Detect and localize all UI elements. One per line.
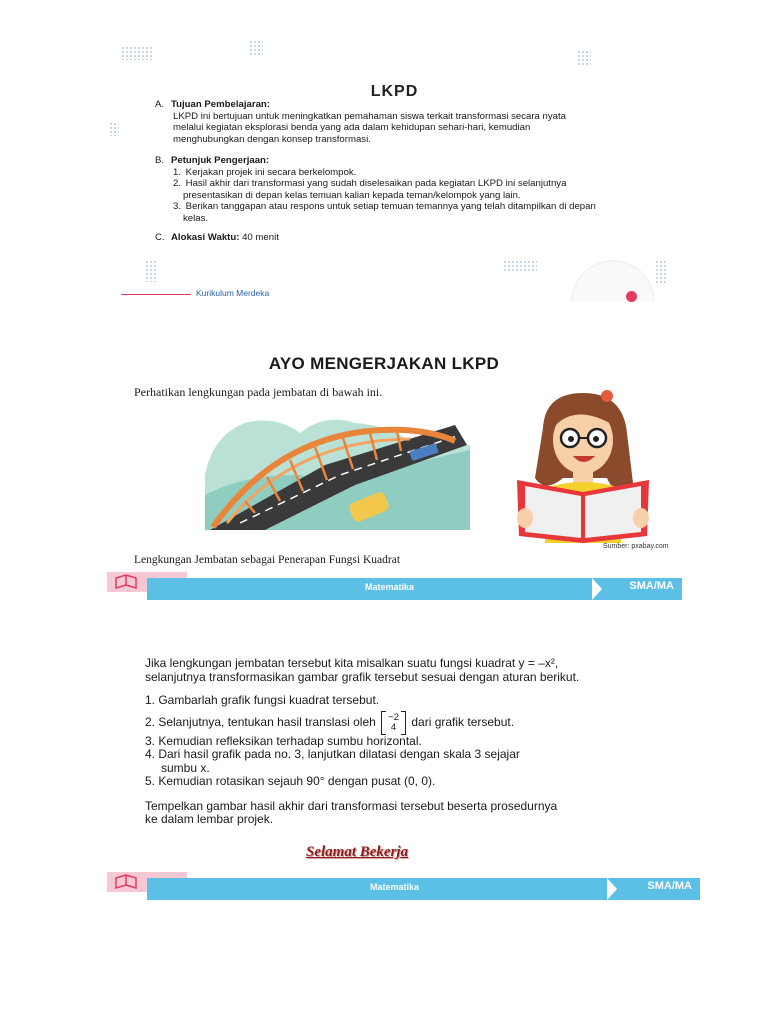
dot-pattern [655, 260, 667, 284]
section-heading: Petunjuk Pengerjaan: [171, 155, 270, 166]
section-letter: A. [155, 99, 165, 110]
page-footer [107, 572, 682, 600]
time-value: 40 menit [242, 232, 279, 243]
item-text: kelas. [183, 212, 209, 224]
footer-subject: Matematika [370, 882, 420, 892]
section-instructions [155, 155, 596, 224]
dot-pattern [503, 260, 537, 272]
dot-pattern [109, 122, 119, 136]
kurikulum-label: Kurikulum Merdeka [196, 288, 270, 298]
translation-matrix [381, 711, 406, 735]
footer-subject: Matematika [365, 582, 415, 592]
section-time [155, 232, 279, 244]
task-item: 4. Dari hasil grafik pada no. 3, lanjutkan dilatasi dengan skala 3 sejajar [145, 747, 520, 761]
bridge-illustration [205, 405, 470, 530]
section-line: melalui kegiatan eksplorasi benda yang ada dalam kehidupan sehari-hari, kemudian [173, 122, 531, 133]
intro-line: Jika lengkungan jembatan tersebut kita misalkan suatu fungsi kuadrat y = –x², [145, 656, 559, 670]
closing-text: Selamat Bekerja [306, 844, 409, 860]
section-line: LKPD ini bertujuan untuk meningkatkan pemahaman siswa terkait transformasi secara nyata [173, 110, 567, 122]
matrix-top: −2 [388, 711, 399, 723]
item-number: 1. [173, 166, 182, 178]
item-number: 2. [173, 178, 182, 189]
chevron-right-icon [607, 878, 617, 900]
task-content [145, 657, 665, 827]
task-text: 2. Selanjutnya, tentukan hasil translasi oleh [145, 714, 376, 729]
dot-pattern [249, 40, 263, 56]
book-logo-icon [115, 574, 137, 590]
item-text: presentasikan di depan kelas temuan kalian kepada teman/kelompok yang lain. [183, 189, 521, 201]
footer-level: SMA/MA [647, 880, 692, 892]
intro-line: selanjutnya transformasikan gambar grafik tersebut sesuai dengan aturan berikut. [145, 669, 580, 684]
book-logo-icon [115, 874, 137, 890]
task-item: 5. Kemudian rotasikan sejauh 90° dengan pusat (0, 0). [145, 774, 436, 788]
task-item: 3. Kemudian refleksikan terhadap sumbu horizontal. [145, 733, 422, 748]
image-caption: Lengkungan Jembatan sebagai Penerapan Fungsi Kuadrat [134, 554, 401, 566]
section-heading: Tujuan Pembelajaran: [171, 99, 270, 110]
girl-reading-book-illustration [515, 388, 655, 543]
section-letter: C. [155, 232, 165, 243]
image-source: Sumber: pxabay.com [603, 543, 669, 550]
task-text: dari grafik tersebut. [411, 714, 515, 729]
section-letter: B. [155, 155, 165, 166]
task-item-cont: sumbu x. [161, 760, 210, 775]
item-text: Berikan tanggapan atau respons untuk setiap temuan temannya yang telah ditampilkan di depan [185, 201, 596, 212]
item-text: Hasil akhir dari transformasi yang sudah diselesaikan pada kegiatan LKPD ini selanjutnya [185, 178, 567, 189]
task-item: 1. Gambarlah grafik fungsi kuadrat tersebut. [145, 693, 380, 707]
page-title: LKPD [370, 83, 419, 100]
matrix-bottom: 4 [390, 721, 397, 733]
footer-level: SMA/MA [629, 580, 674, 592]
red-dot [626, 291, 637, 302]
decorative-circle [571, 260, 655, 302]
chevron-right-icon [592, 578, 602, 600]
activity-title: AYO MENGERJAKAN LKPD [268, 354, 500, 373]
section-heading: Alokasi Waktu: [171, 232, 240, 243]
footer-blue-band [147, 878, 700, 900]
task-item [145, 711, 665, 735]
intro-text: Perhatikan lengkungan pada jembatan di bawah ini. [134, 385, 383, 399]
section-line: menghubungkan dengan konsep transformasi. [173, 133, 371, 145]
task-list [145, 694, 665, 789]
outro-line: Tempelkan gambar hasil akhir dari transformasi tersebut beserta prosedurnya [145, 798, 558, 813]
dot-pattern [121, 46, 153, 60]
outro-line: ke dalam lembar projek. [145, 812, 274, 826]
item-text: Kerjakan projek ini secara berkelompok. [185, 166, 357, 178]
page-footer [107, 872, 700, 900]
item-number: 3. [173, 201, 182, 212]
dot-pattern [145, 260, 157, 282]
dot-pattern [577, 50, 591, 66]
footer-line [121, 294, 191, 295]
lkpd-page [107, 38, 682, 302]
section-objectives [155, 99, 566, 145]
